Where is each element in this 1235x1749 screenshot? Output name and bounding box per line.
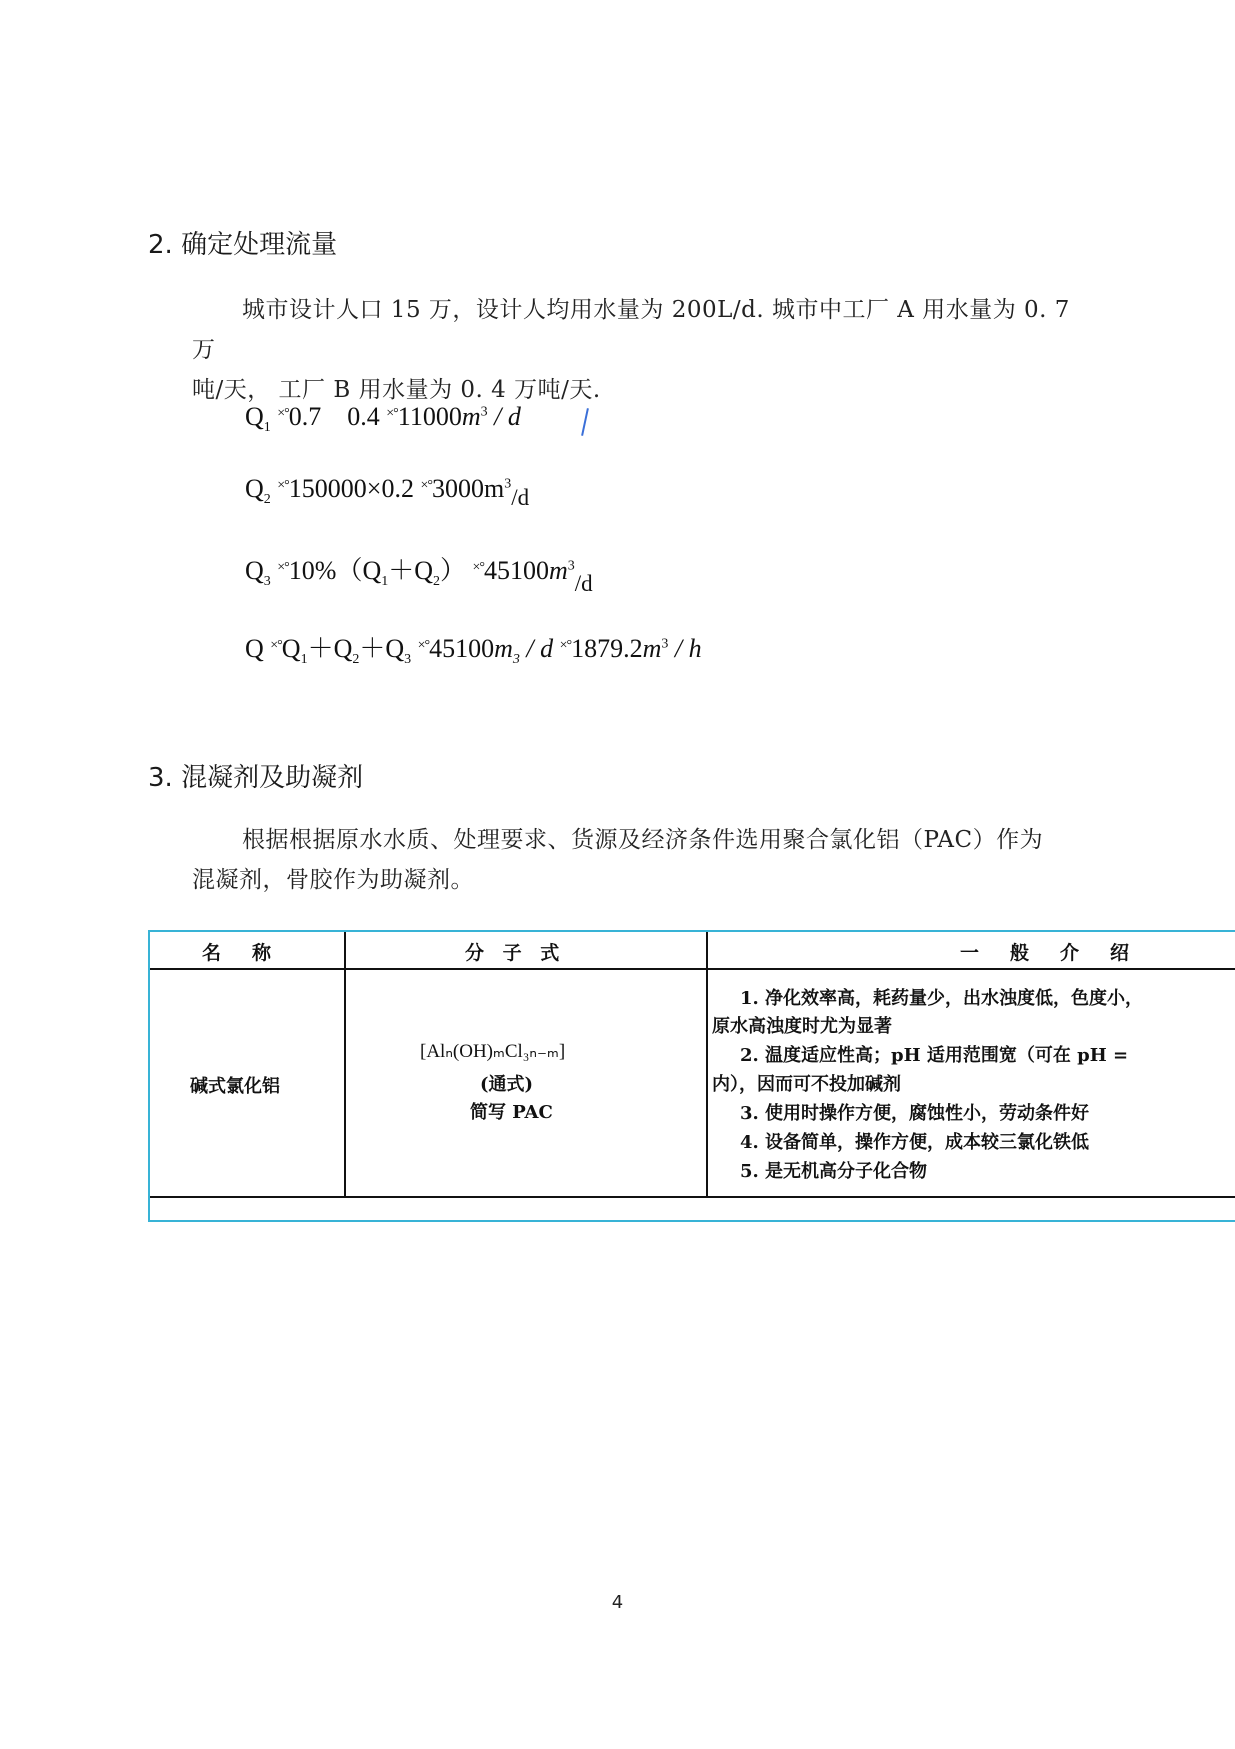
- cell-formula: [Alₙ(OH)ₘCl₃ₙ₋ₘ]: [420, 1041, 566, 1062]
- intro-line: 5. 是无机高分子化合物: [740, 1161, 928, 1182]
- section-2-paragraph: [192, 290, 1092, 410]
- table-header-rule: [150, 968, 1235, 970]
- section-3-paragraph: [192, 820, 1092, 900]
- equation-q-total: Q $^{\times^\circ}Q_1+Q_2+Q_3$ $^{\times^\circ}45100m_3$ / d $^{\times^\circ}1879.2m^3$ / h: [245, 634, 702, 668]
- para-line-2: 吨/天， 工厂 B 用水量为 0. 4 万吨/天.: [192, 377, 601, 403]
- intro-line: 内），因而可不投加碱剂: [712, 1074, 901, 1095]
- header-formula: 分 子 式: [465, 942, 566, 964]
- equation-q3: $Q_3$ $^{\times^\circ}10\%(Q_1+Q_2)$ $^{\times^\circ}45100m^3/d$: [245, 556, 593, 596]
- page-number: 4: [611, 1592, 624, 1613]
- header-intro: 一 般 介 绍: [960, 942, 1136, 964]
- coagulant-table: [148, 930, 1235, 1222]
- para-line-1: 城市设计人口 15 万，设计人均用水量为 200L/d. 城市中工厂 A 用水量为 0. 7 万: [192, 297, 1070, 363]
- equation-q2: $Q_2$ ×°150000×0.2 $^{\times^\circ}3000m^3/d$: [245, 474, 530, 510]
- para-line-1: 根据根据原水水质、处理要求、货源及经济条件选用聚合氯化铝（PAC）作为: [242, 827, 1044, 853]
- pen-mark: [581, 408, 589, 436]
- section-2-heading: 2. 确定处理流量: [148, 230, 338, 260]
- table-bottom-rule: [150, 1196, 1235, 1198]
- intro-line: 2. 温度适应性高；pH 适用范围宽（可在 pH =: [740, 1045, 1129, 1066]
- intro-line: 4. 设备简单，操作方便，成本较三氯化铁低: [740, 1132, 1090, 1153]
- cell-formula-general: (通式): [480, 1074, 534, 1095]
- para-line-2: 混凝剂，骨胶作为助凝剂。: [192, 867, 474, 893]
- cell-formula-abbr: 简写 PAC: [470, 1102, 553, 1123]
- table-col-divider-2: [706, 932, 708, 1196]
- table-col-divider-1: [344, 932, 346, 1196]
- cell-name: 碱式氯化铝: [190, 1076, 280, 1097]
- intro-line: 1. 净化效率高，耗药量少，出水浊度低，色度小，: [740, 988, 1144, 1009]
- intro-line: 3. 使用时操作方便，腐蚀性小，劳动条件好: [740, 1103, 1090, 1124]
- equation-q1: $Q_1$ ×°0.7 0.4 $^{\times^\circ}11000m^3$ / d: [245, 402, 521, 436]
- header-name: 名 称: [202, 942, 278, 964]
- section-3-heading: 3. 混凝剂及助凝剂: [148, 763, 364, 793]
- intro-line: 原水高浊度时尤为显著: [712, 1016, 892, 1037]
